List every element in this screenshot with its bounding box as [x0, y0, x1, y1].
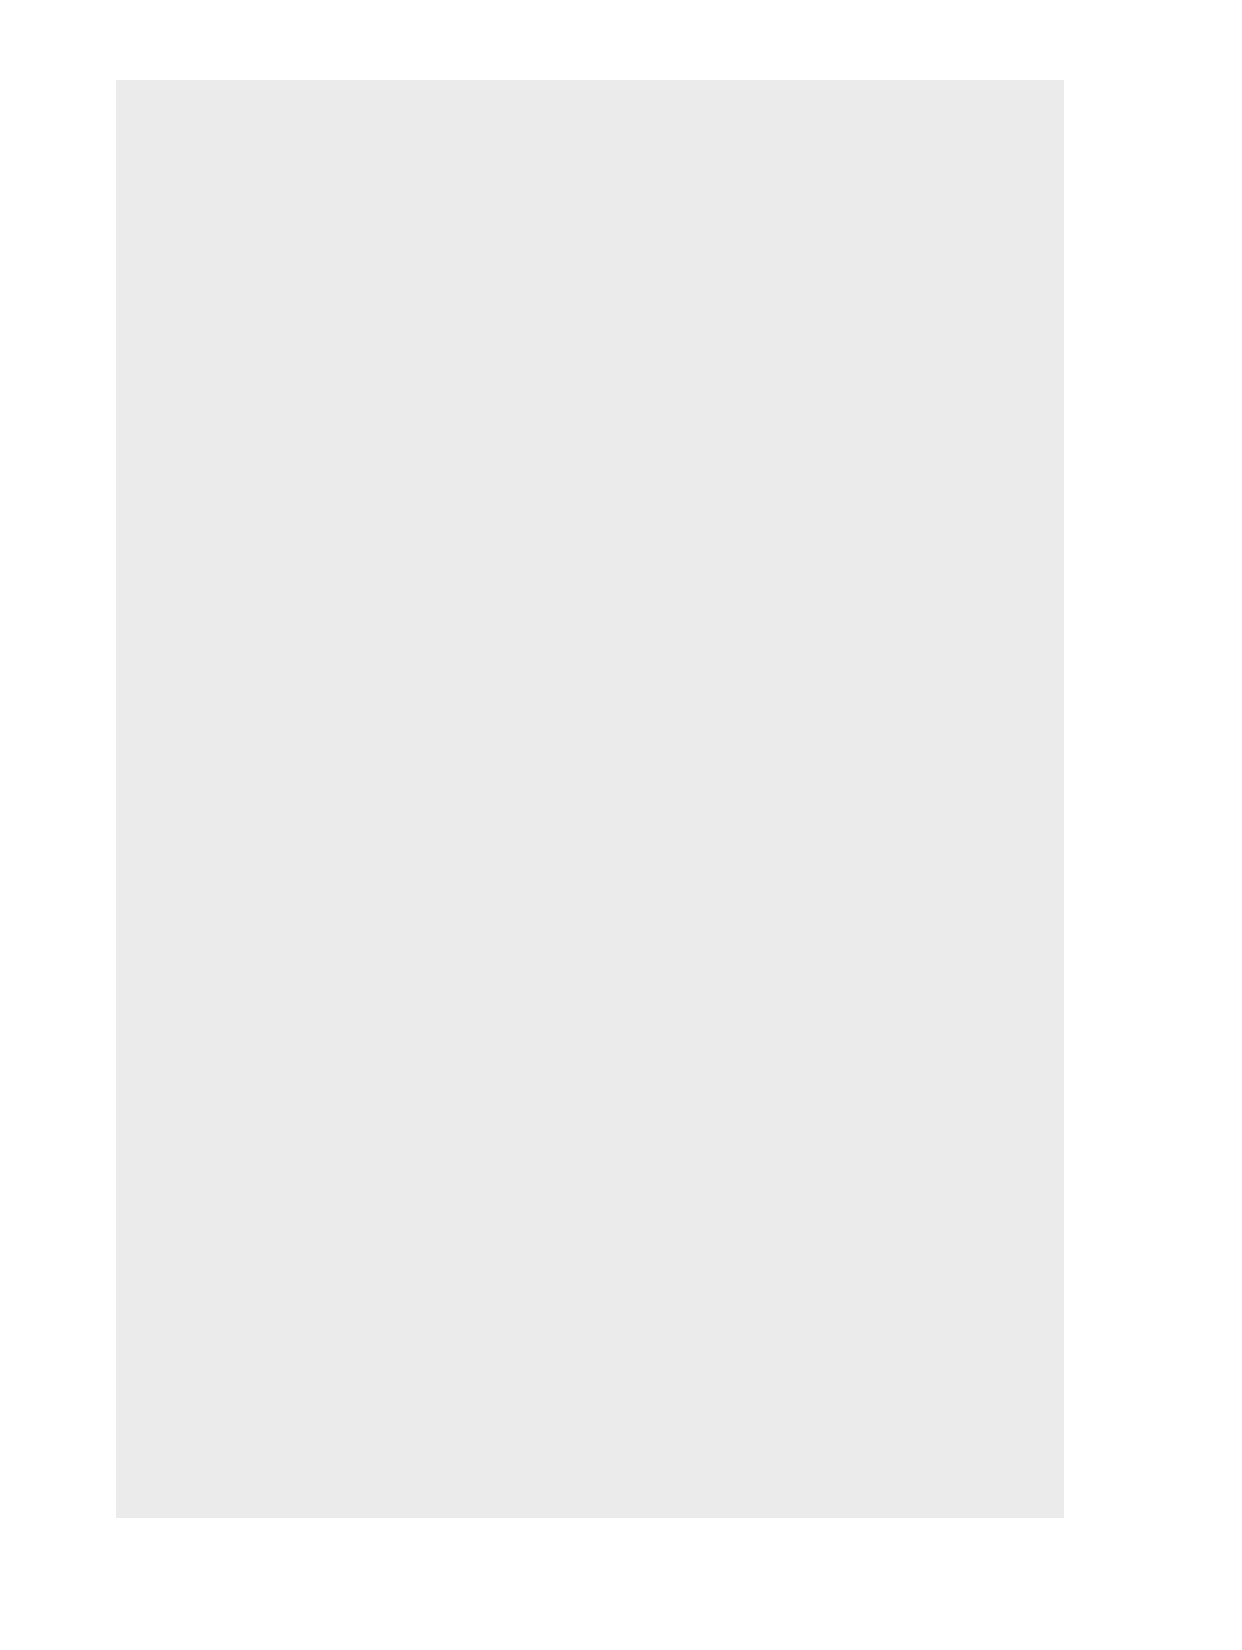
page-sheet: [116, 80, 1064, 1518]
